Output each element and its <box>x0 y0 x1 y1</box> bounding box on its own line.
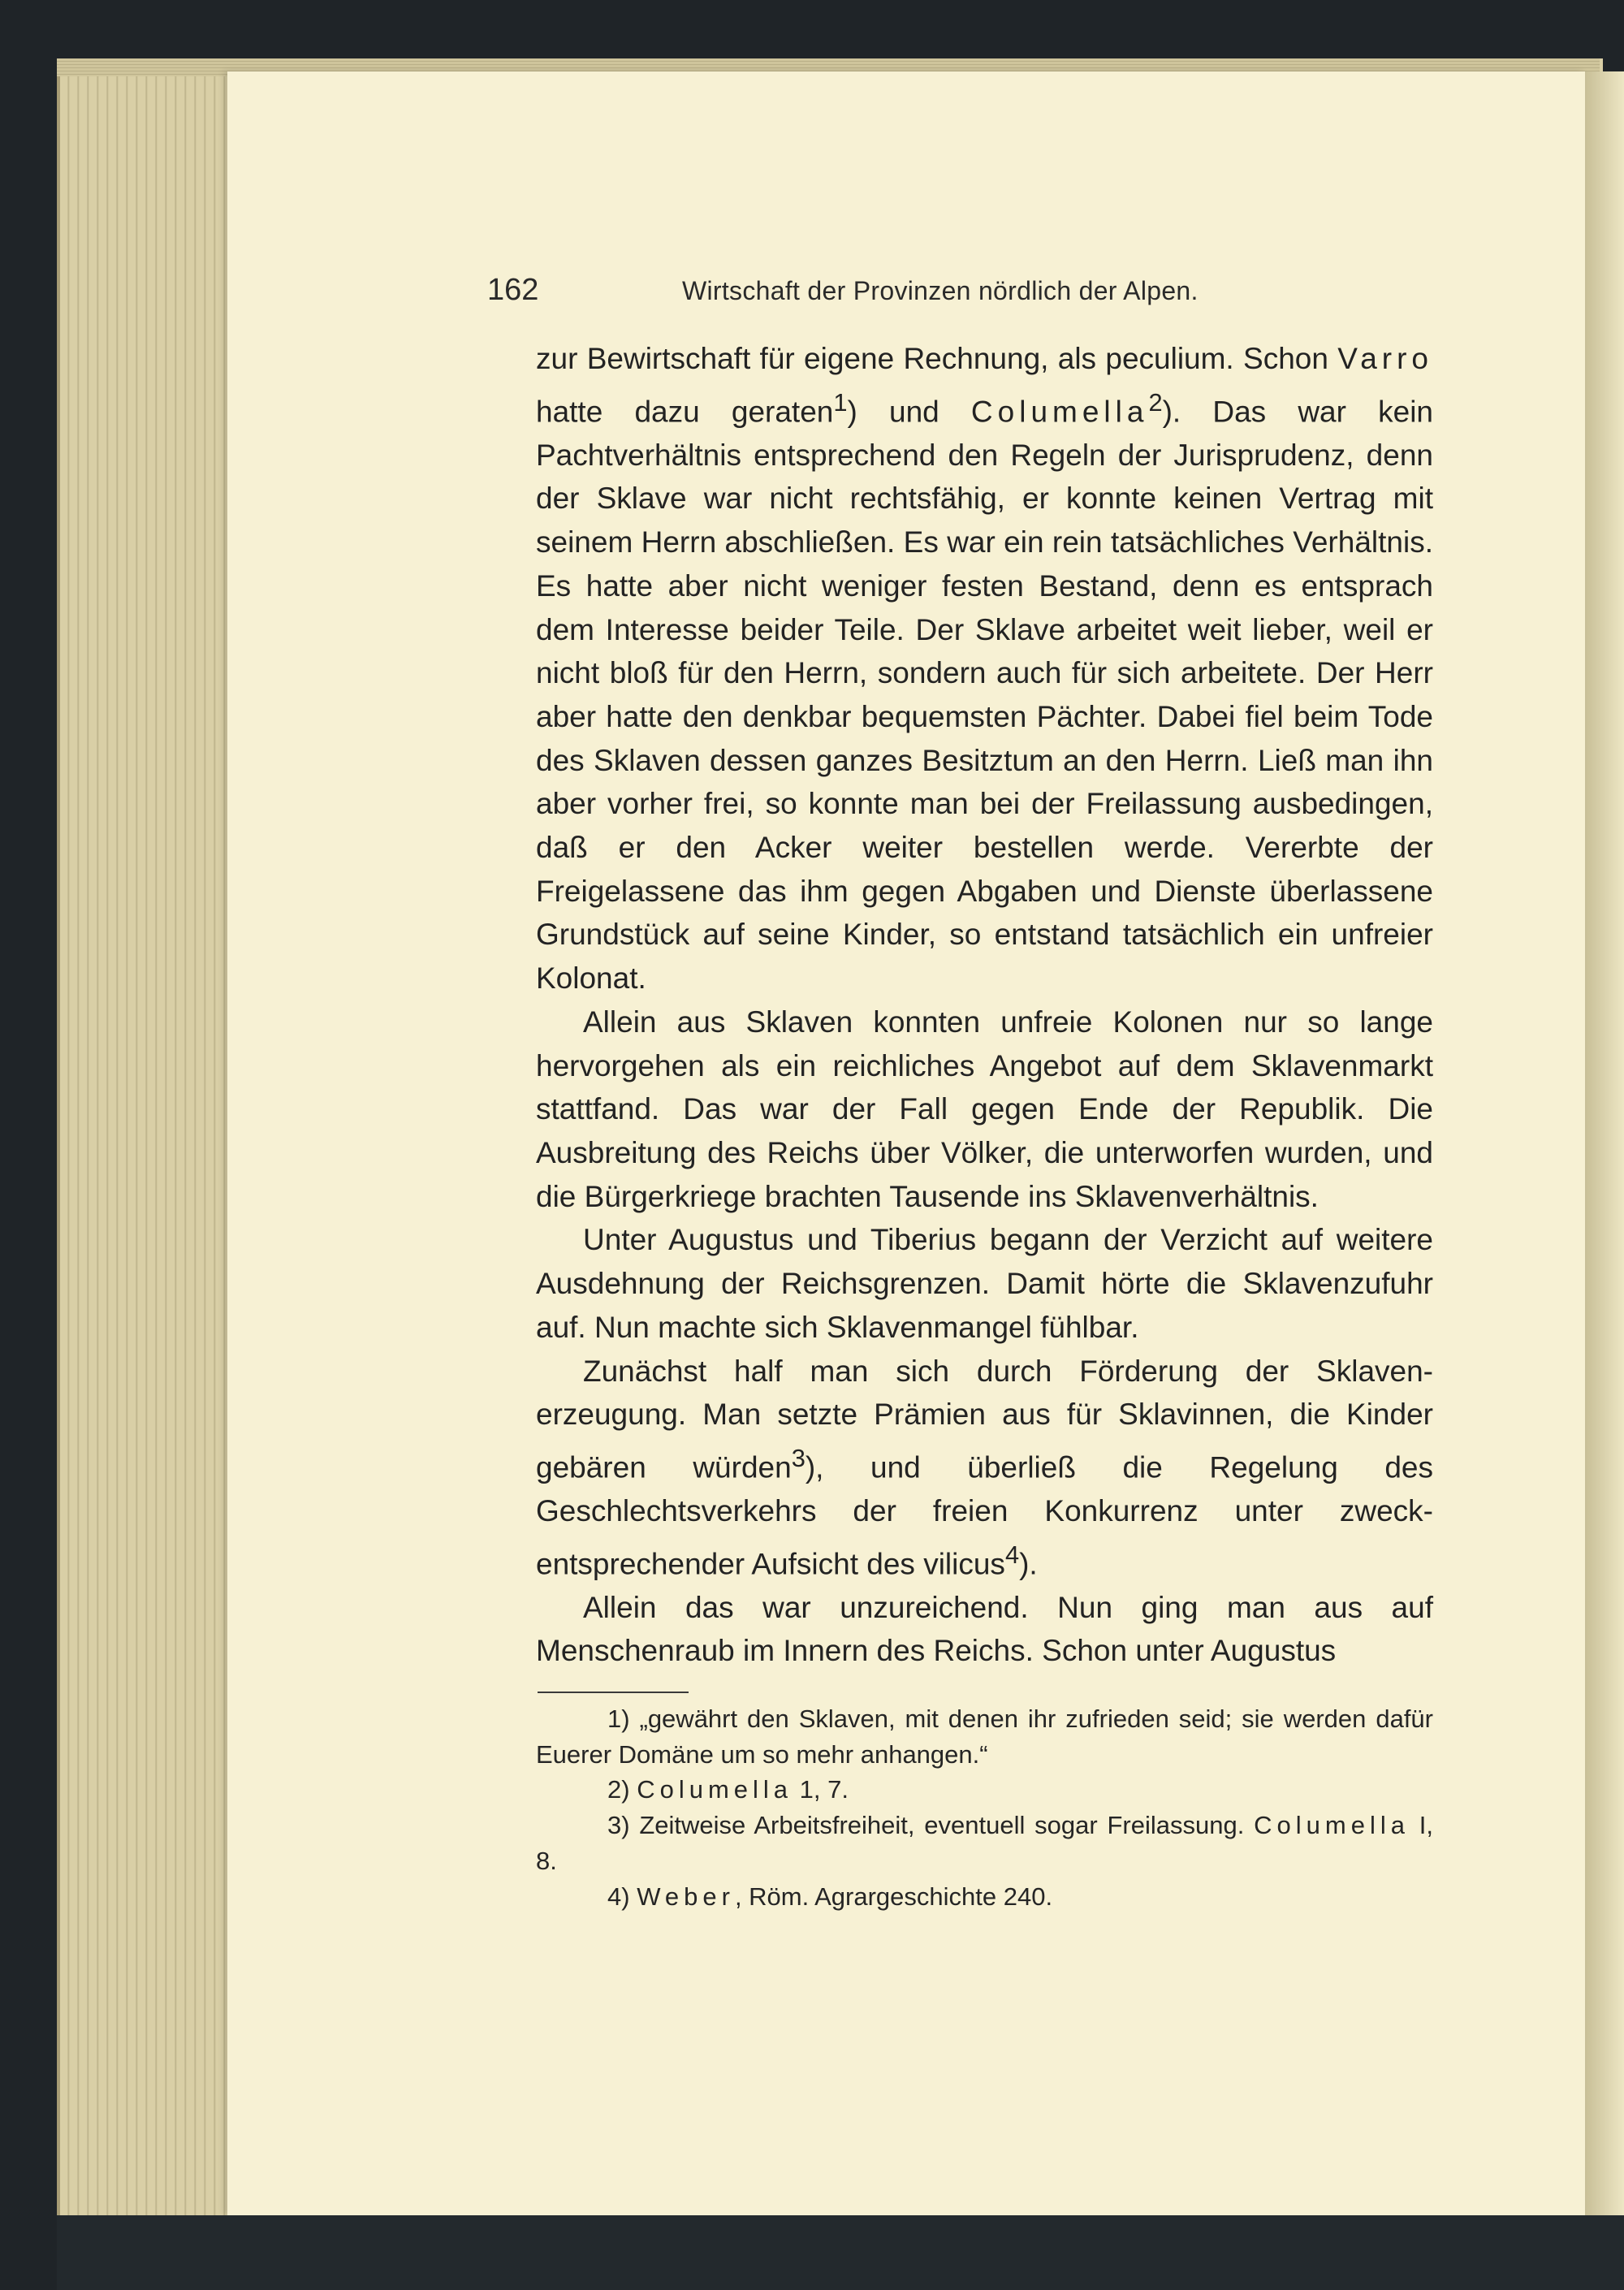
footnote-marker-3: 3 <box>791 1443 806 1472</box>
footnote-marker-2: 2 <box>1148 387 1163 417</box>
text-span: ). Das war kein Pachtverhältnis entsprechend den Regeln der Jurisprudenz, denn der Sklave war nicht rechtsfähig, er konnte keinen Vertrag mit seinem Herrn abschließen. Es war ein rein tatsächliches Verhältnis. Es hatte aber nicht weniger festen Bestand, denn es entsprach dem Interesse beider Teile. Der Sklave arbeitet weit lieber, weil er nicht bloß für den Herrn, sondern auch für sich arbeitete. Der Herr aber hatte den denkbar bequemsten Pächter. Dabei fiel beim Tode des Sklaven dessen ganzes Besitztum an den Herrn. Ließ man ihn aber vorher frei, so konnte man bei der Freilassung ausbedingen, daß er den Acker weiter bestellen werde. Vererbte der Freigelassene das ihm gegen Abgaben und Dienste überlassene Grundstück auf seine Kinder, so entstand tatsächlich ein unfreier Kolonat. <box>536 395 1433 996</box>
paragraph-5: Allein das war unzureichend. Nun ging man aus auf Menschenraub im Innern des Reichs. Schon unter Augustus <box>536 1590 1433 1668</box>
text-span: 3) Zeitweise Arbeitsfreiheit, eventuell sogar Freilassung. <box>607 1811 1255 1840</box>
text-span: zur Bewirtschaft für eigene Rechnung, als peculium. Schon <box>536 342 1338 375</box>
text-span: hatte dazu geraten <box>536 395 834 429</box>
footnote-1: 1) „gewährt den Sklaven, mit denen ihr zufrieden seid; sie werden dafür Euerer Domäne um so mehr anhangen.“ <box>536 1705 1433 1769</box>
running-title: Wirtschaft der Provinzen nördlich der Alpen. <box>682 276 1199 305</box>
author-name: Weber <box>637 1882 735 1911</box>
author-name: Columella <box>1254 1811 1410 1840</box>
author-name-columella: Columella <box>970 395 1149 429</box>
body-text <box>536 337 1433 1673</box>
footnote-marker-4: 4 <box>1004 1540 1020 1569</box>
author-name: Columella <box>637 1775 793 1804</box>
text-span: , Röm. Agrargeschichte 240. <box>734 1882 1053 1911</box>
text-span: ), und überließ die Regelung des Geschlechtsverkehrs der freien Konkurrenz unter zweck-entsprechender Aufsicht des vilicus <box>536 1450 1434 1580</box>
paragraph-3: Unter Augustus und Tiberius begann der Verzicht auf weitere Ausdehnung der Reichsgrenzen. Damit hörte die Sklavenzufuhr auf. Nun machte sich Sklavenmangel fühlbar. <box>536 1223 1433 1344</box>
book-cover-bottom <box>57 2215 1624 2290</box>
paragraph-1 <box>536 337 1433 1000</box>
facing-page-edge <box>1585 71 1624 2215</box>
footnote-2 <box>536 1772 1433 1808</box>
author-name-varro: Varro <box>1337 342 1433 375</box>
page-number: 162 <box>487 273 539 307</box>
page-header <box>487 273 1445 322</box>
footnote-separator <box>538 1692 689 1693</box>
footnote-3 <box>536 1808 1433 1878</box>
text-span: 2) <box>607 1775 637 1804</box>
text-span: ). <box>1019 1546 1038 1580</box>
paragraph-4 <box>536 1350 1433 1586</box>
text-span: 1, 7. <box>793 1775 849 1804</box>
text-span: Zunächst half man sich durch Förderung der Sklaven-erzeugung. Man setzte Prämien aus für Sklavinnen, die Kinder gebären würden <box>536 1354 1433 1484</box>
text-span: ) und <box>847 395 971 429</box>
text-span: 4) <box>607 1882 637 1911</box>
footnotes <box>536 1701 1433 1914</box>
paragraph-2: Allein aus Sklaven konnten unfreie Kolonen nur so lange hervorgehen als ein reichliches Angebot auf dem Sklavenmarkt stattfand. Das war der Fall gegen Ende der Republik. Die Ausbreitung des Reichs über Völker, die unterworfen wurden, und die Bürgerkriege brachten Tausende ins Sklavenverhältnis. <box>536 1005 1433 1213</box>
footnote-4 <box>536 1879 1433 1915</box>
text-span: I, 8. <box>536 1811 1433 1875</box>
footnote-marker-1: 1 <box>833 387 848 417</box>
